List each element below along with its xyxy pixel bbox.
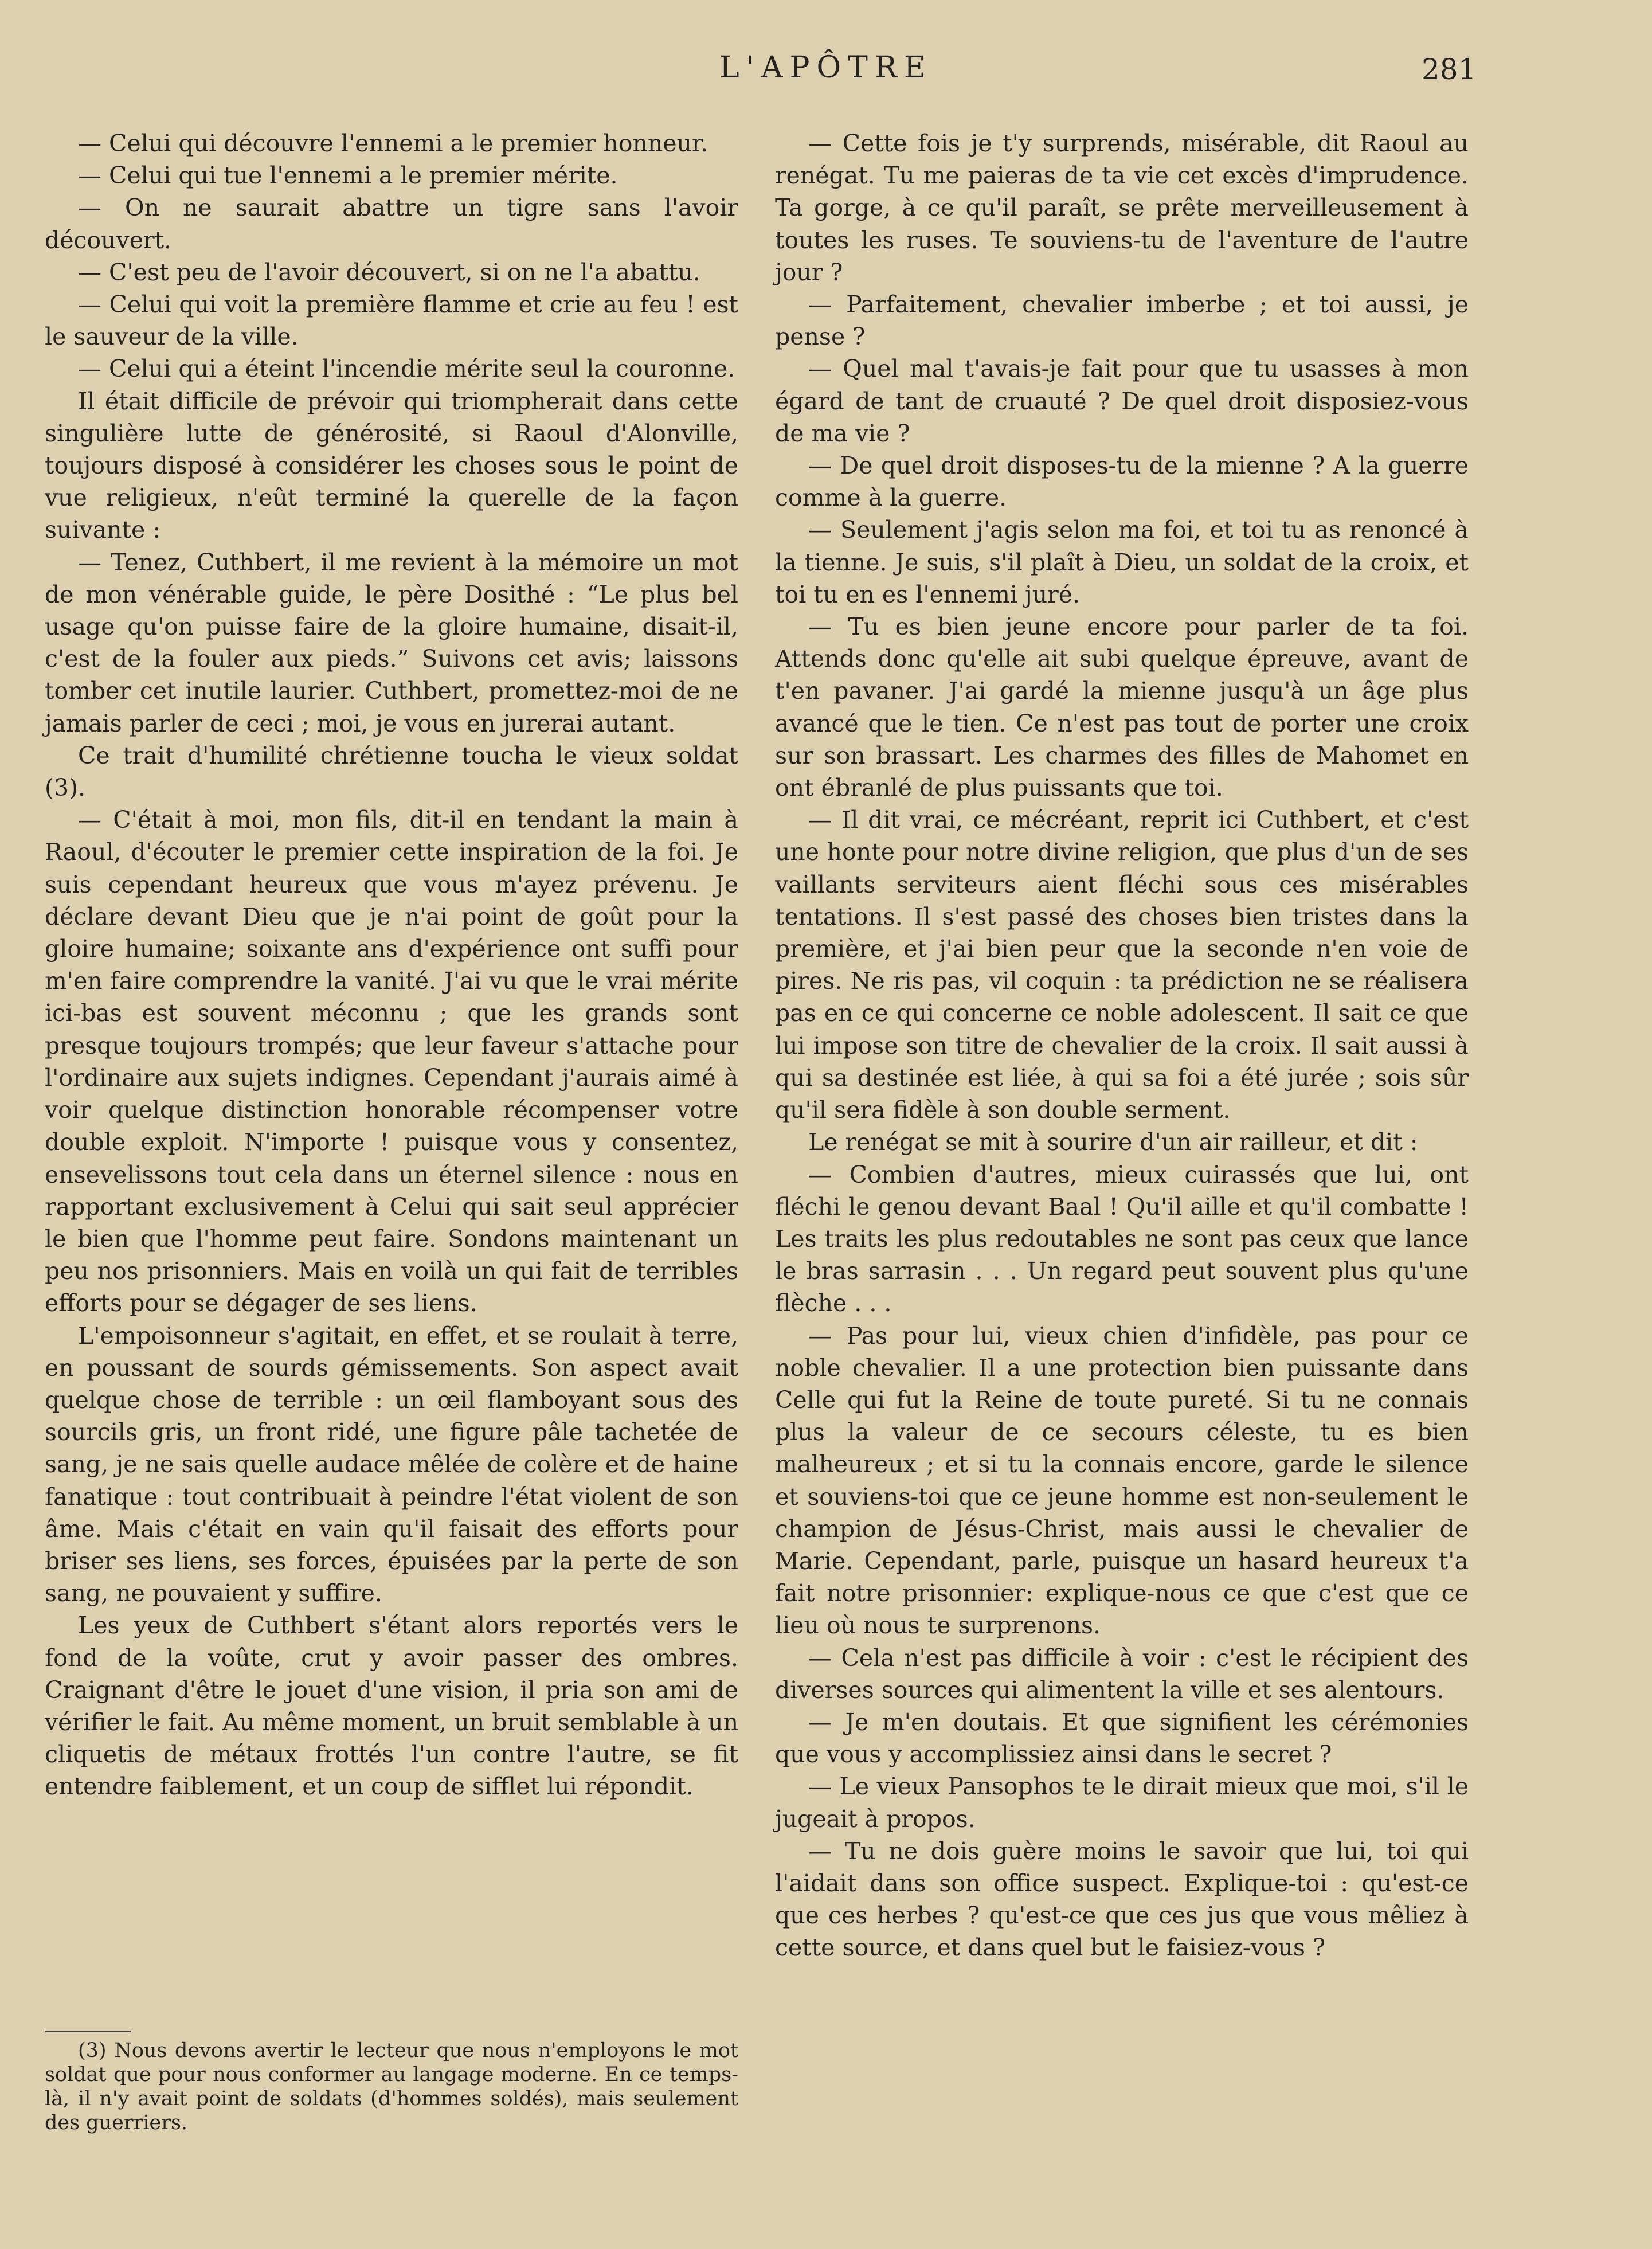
- paragraph: — Celui qui tue l'ennemi a le premier mérite.: [78, 162, 618, 190]
- paragraph: Ce trait d'humilité chrétienne toucha le vieux soldat (3).: [45, 741, 738, 802]
- footnote: [45, 2039, 738, 2135]
- paragraph: — Tu es bien jeune encore pour parler de ta foi. Attends donc qu'elle ait subi quelque épreuve, avant de t'en pavaner. J'ai gardé la mienne jusqu'à un âge plus avancé que le tien. Ce n'est pas tout de porter une croix sur son brassart. Les charmes des filles de Mahomet en ont ébranlé de plus puissants que toi.: [775, 613, 1469, 802]
- paragraph: — Celui qui découvre l'ennemi a le premier honneur.: [78, 130, 708, 157]
- paragraph: — De quel droit disposes-tu de la mienne ? A la guerre comme à la guerre.: [775, 452, 1469, 512]
- paragraph: — On ne saurait abattre un tigre sans l'avoir découvert.: [45, 194, 738, 254]
- paragraph: — Cela n'est pas difficile à voir : c'est le récipient des diverses sources qui alimentent la ville et ses alentours.: [775, 1644, 1469, 1704]
- page-number: 281: [1422, 53, 1477, 86]
- paragraph: — Je m'en doutais. Et que signifient les cérémonies que vous y accomplissiez ainsi dans le secret ?: [775, 1708, 1469, 1769]
- right-column: [775, 127, 1469, 1964]
- paragraph: — Cette fois je t'y surprends, misérable, dit Raoul au renégat. Tu me paieras de ta vie cet excès d'imprudence. Ta gorge, à ce qu'il paraît, se prête merveilleusement à toutes les ruses. Te souviens-tu de l'aventure de l'autre jour ?: [775, 130, 1469, 286]
- paragraph: — Seulement j'agis selon ma foi, et toi tu as renoncé à la tienne. Je suis, s'il plaît à Dieu, un soldat de la croix, et toi tu en es l'ennemi juré.: [775, 516, 1469, 608]
- footnote-text: (3) Nous devons avertir le lecteur que nous n'employons le mot soldat que pour nous conformer au langage moderne. En ce temps-là, il n'y avait point de soldats (d'hommes soldés), mais seulement des guerriers.: [45, 2039, 738, 2134]
- paragraph: — Parfaitement, chevalier imberbe ; et toi aussi, je pense ?: [775, 291, 1469, 351]
- paragraph: Les yeux de Cuthbert s'étant alors reportés vers le fond de la voûte, crut y avoir passer des ombres. Craignant d'être le jouet d'une vision, il pria son ami de vérifier le fait. Au même moment, un bruit semblable à un cliquetis de métaux frottés l'un contre l'autre, se fit entendre faiblement, et un coup de sifflet lui répondit.: [45, 1612, 738, 1801]
- paragraph: Le renégat se mit à sourire d'un air railleur, et dit :: [808, 1128, 1418, 1156]
- paragraph: — Pas pour lui, vieux chien d'infidèle, pas pour ce noble chevalier. Il a une protection bien puissante dans Celle qui fut la Reine de toute pureté. Si tu ne connais plus la valeur de ce secours céleste, tu es bien malheureux ; et si tu la connais encore, garde le silence et souviens-toi que ce jeune homme est non-seulement le champion de Jésus-Christ, mais aussi le chevalier de Marie. Cependant, parle, puisque un hasard heureux t'a fait notre prisonnier: explique-nous ce que c'est que ce lieu où nous te surprenons.: [775, 1321, 1469, 1640]
- paragraph: — Tu ne dois guère moins le savoir que lui, toi qui l'aidait dans son office suspect. Explique-toi : qu'est-ce que ces herbes ? qu'est-ce que ces jus que vous mêliez à cette source, et dans quel but le faisiez-vous ?: [775, 1837, 1469, 1962]
- paragraph: — Il dit vrai, ce mécréant, reprit ici Cuthbert, et c'est une honte pour notre divine religion, que plus d'un de ses vaillants serviteurs aient fléchi sous ces misérables tentations. Il s'est passé des choses bien tristes dans la première, et j'ai bien peur que la seconde n'en voie de pires. Ne ris pas, vil coquin : ta prédiction ne se réalisera pas en ce qui concerne ce noble adolescent. Il sait ce que lui impose son titre de chevalier de la croix. Il sait aussi à qui sa destinée est liée, à qui sa foi a été jurée ; sois sûr qu'il sera fidèle à son double serment.: [775, 806, 1469, 1124]
- paragraph: — Combien d'autres, mieux cuirassés que lui, ont fléchi le genou devant Baal ! Qu'il aille et qu'il combatte ! Les traits les plus redoutables ne sont pas ceux que lance le bras sarrasin . . . Un regard peut souvent plus qu'une flèche . . .: [775, 1160, 1469, 1317]
- paragraph: — Le vieux Pansophos te le dirait mieux que moi, s'il le jugeait à propos.: [775, 1773, 1469, 1833]
- paragraph: — Celui qui a éteint l'incendie mérite seul la couronne.: [78, 355, 735, 383]
- paragraph: — C'est peu de l'avoir découvert, si on ne l'a abattu.: [78, 258, 700, 286]
- paragraph: Il était difficile de prévoir qui triompherait dans cette singulière lutte de générosité, si Raoul d'Alonville, toujours disposé à considérer les choses sous le point de vue religieux, n'eût terminé la querelle de la façon suivante :: [45, 387, 738, 544]
- footnote-divider: [45, 2031, 131, 2032]
- left-column: [45, 127, 738, 1803]
- paragraph: — Celui qui voit la première flamme et crie au feu ! est le sauveur de la ville.: [45, 291, 738, 351]
- paragraph: — Quel mal t'avais-je fait pour que tu usasses à mon égard de tant de cruauté ? De quel droit disposiez-vous de ma vie ?: [775, 355, 1469, 447]
- running-title: L'APÔTRE: [719, 50, 933, 85]
- paragraph: — Tenez, Cuthbert, il me revient à la mémoire un mot de mon vénérable guide, le père Dosithé : “Le plus bel usage qu'on puisse faire de la gloire humaine, disait-il, c'est de la fouler aux pieds.” Suivons cet avis; laissons tomber cet inutile laurier. Cuthbert, promettez-moi de ne jamais parler de ceci ; moi, je vous en jurerai autant.: [45, 548, 738, 737]
- paragraph: — C'était à moi, mon fils, dit-il en tendant la main à Raoul, d'écouter le premier cette inspiration de la foi. Je suis cependant heureux que vous m'ayez prévenu. Je déclare devant Dieu que je n'ai point de goût pour la gloire humaine; soixante ans d'expérience ont suffi pour m'en faire comprendre la vanité. J'ai vu que le vrai mérite ici-bas est souvent méconnu ; que les grands sont presque toujours trompés; que leur faveur s'attache pour l'ordinaire aux sujets indignes. Cependant j'aurais aimé à voir quelque distinction honorable récompenser votre double exploit. N'importe ! puisque vous y consentez, ensevelissons tout cela dans un éternel silence : nous en rapportant exclusivement à Celui qui sait seul apprécier le bien que l'homme peut faire. Sondons maintenant un peu nos prisonniers. Mais en voilà un qui fait de terribles efforts pour se dégager de ses liens.: [45, 806, 738, 1317]
- paragraph: L'empoisonneur s'agitait, en effet, et se roulait à terre, en poussant de sourds gémissements. Son aspect avait quelque chose de terrible : un œil flamboyant sous des sourcils gris, un front ridé, une figure pâle tachetée de sang, je ne sais quelle audace mêlée de colère et de haine fanatique : tout contribuait à peindre l'état violent de son âme. Mais c'était en vain qu'il faisait des efforts pour briser ses liens, ses forces, épuisées par la perte de son sang, ne pouvaient y suffire.: [45, 1321, 738, 1607]
